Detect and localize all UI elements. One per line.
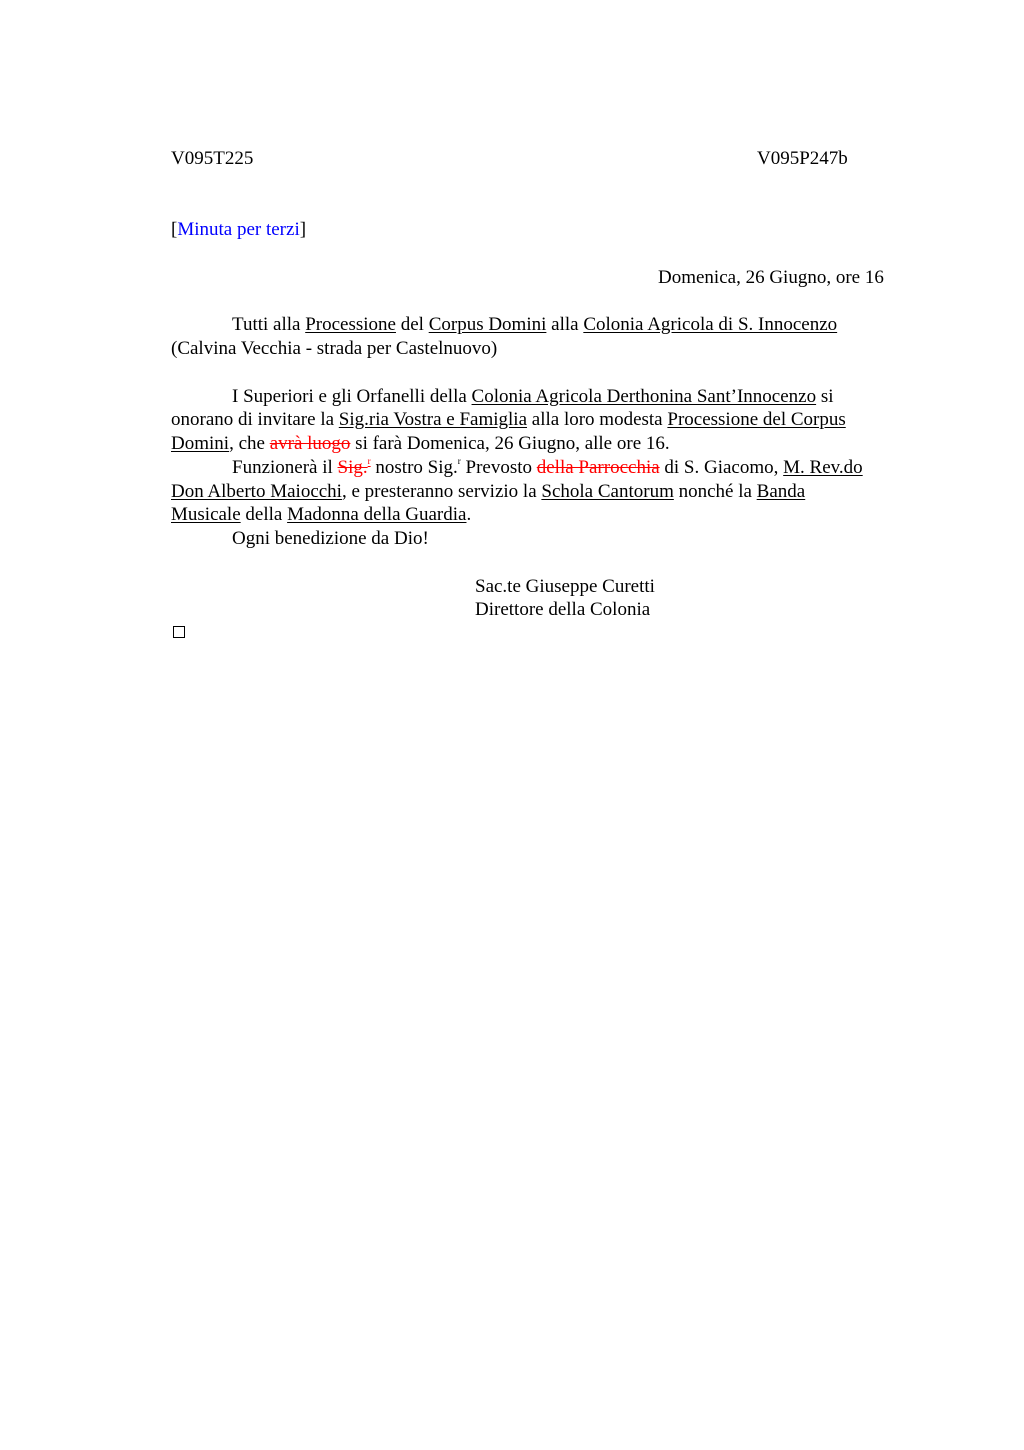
para1-line2: (Calvina Vecchia - strada per Castelnuovo) (171, 338, 498, 359)
para1-text: Tutti alla (232, 314, 306, 335)
para2-text: I Superiori e gli Orfanelli della (232, 386, 472, 407)
para2-line2 (171, 408, 846, 432)
para3-line3 (171, 503, 471, 527)
para3-underlined-musicale: Musicale (171, 504, 241, 525)
para2-text: si (816, 386, 834, 407)
para1-text: alla (546, 314, 584, 335)
para3-text: nonché la (673, 481, 757, 502)
para3-deleted-sig-text: Sig. (337, 457, 368, 478)
para2-line1 (232, 385, 834, 409)
para1-text: del (395, 314, 429, 335)
para3-underlined-rev: M. Rev.do (783, 457, 863, 478)
para1-underlined-corpus-domini: Corpus Domini (428, 314, 547, 335)
para2-text: , che (229, 433, 270, 454)
para3-deleted-sig-sup: r (367, 456, 371, 466)
para2-text: si farà Domenica, 26 Giugno, alle ore 16. (350, 433, 670, 454)
para3-text: . (466, 504, 472, 525)
end-box-icon (173, 626, 185, 638)
para3-text: , e presteranno servizio la (341, 481, 542, 502)
para3-text: Funzionerà il (232, 457, 338, 478)
para3-sig-sup: r (457, 456, 461, 466)
para2-underlined-processione-corpus: Processione del Corpus (667, 409, 846, 430)
para2-deleted-text: avrà luogo (269, 433, 351, 454)
document-code-left: V095T225 (171, 148, 254, 169)
para3-underlined-banda: Banda (756, 481, 806, 502)
para1-underlined-colonia: Colonia Agricola di S. Innocenzo (583, 314, 838, 335)
para3-line1 (232, 456, 863, 480)
draft-note-label: Minuta per terzi (177, 219, 300, 240)
para2-line3 (171, 432, 670, 456)
para3-text: della (240, 504, 288, 525)
para2-underlined-colonia-derthonina: Colonia Agricola Derthonina Sant’Innocenzo (471, 386, 817, 407)
para2-text: alla loro modesta (527, 409, 668, 430)
bracket-open: [ (171, 219, 178, 240)
para1-line1 (232, 313, 837, 337)
blessing: Ogni benedizione da Dio! (232, 528, 429, 549)
para2-underlined-domini: Domini (171, 433, 230, 454)
para3-underlined-madonna: Madonna della Guardia (287, 504, 467, 525)
draft-note (171, 218, 306, 242)
para3-deleted-parrocchia: della Parrocchia (536, 457, 660, 478)
para3-underlined-schola: Schola Cantorum (541, 481, 674, 502)
signature-name: Sac.te Giuseppe Curetti (475, 576, 655, 597)
para2-underlined-signoria: Sig.ria Vostra e Famiglia (338, 409, 528, 430)
para2-text: onorano di invitare la (171, 409, 339, 430)
para1-underlined-processione: Processione (305, 314, 396, 335)
para3-line2 (171, 480, 805, 504)
para3-underlined-maiocchi: Don Alberto Maiocchi (171, 481, 342, 502)
para3-deleted-sig (338, 457, 371, 478)
para3-text: di S. Giacomo, (659, 457, 784, 478)
bracket-close: ] (299, 219, 307, 240)
signature-title: Direttore della Colonia (475, 599, 651, 620)
document-code-right: V095P247b (757, 148, 848, 169)
dateline: Domenica, 26 Giugno, ore 16 (658, 267, 884, 288)
para3-text: nostro Sig. (370, 457, 458, 478)
para3-text: Prevosto (460, 457, 537, 478)
